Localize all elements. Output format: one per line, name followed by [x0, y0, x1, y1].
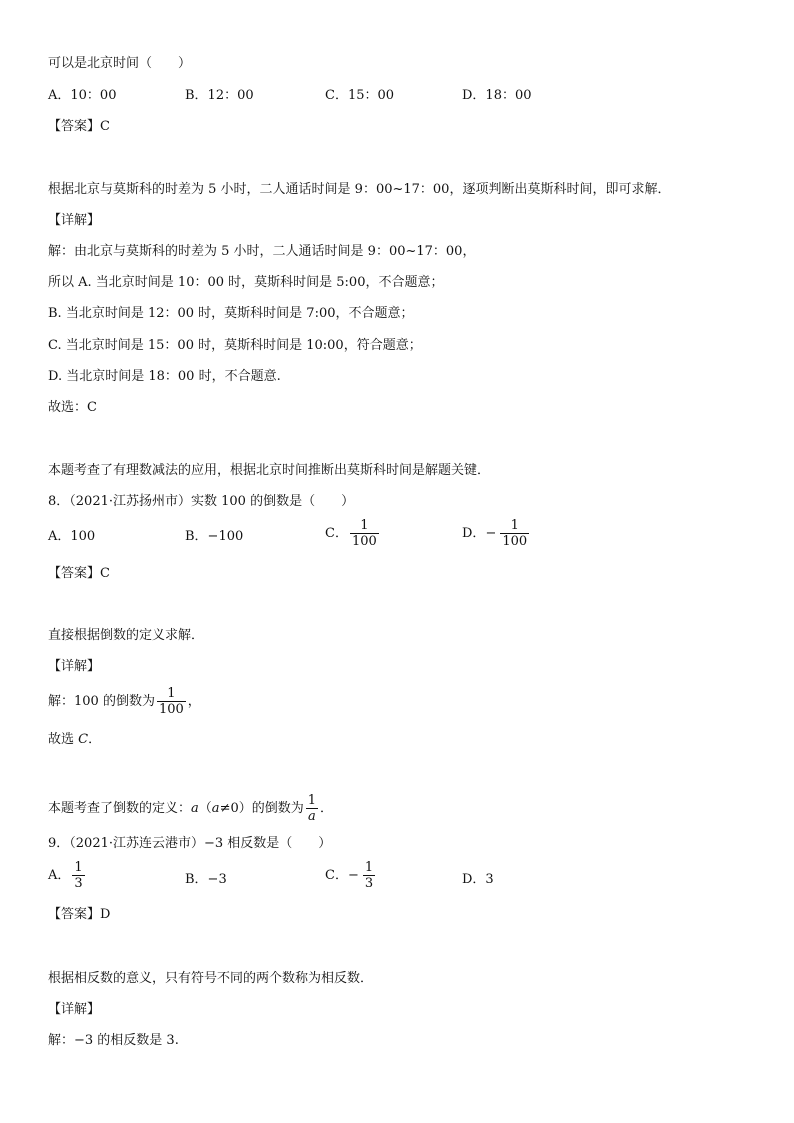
denominator: 100	[502, 534, 528, 549]
detail-line: 所以 A. 当北京时间是 10：00 时，莫斯科时间是 5:00，不合题意；	[48, 275, 444, 290]
numerator: 1	[167, 686, 176, 701]
fraction	[306, 793, 318, 824]
detail-suffix: ，	[187, 694, 201, 709]
fraction	[157, 686, 186, 717]
q8-option-d	[462, 518, 531, 549]
detail-line: B. 当北京时间是 12：00 时，莫斯科时间是 7:00，不合题意；	[48, 306, 414, 321]
q8-option-b: B．−100	[185, 529, 244, 544]
summary-text	[48, 793, 333, 824]
summary-text: 本题考查了有理数减法的应用，根据北京时间推断出莫斯科时间是解题关键．	[48, 463, 491, 478]
analysis-text: 根据北京与莫斯科的时差为 5 小时，二人通话时间是 9：00~17：00，逐项判断出莫斯科时间，即可求解．	[48, 182, 671, 197]
summary-prefix: 本题考查了倒数的定义：	[48, 801, 192, 816]
detail-line: D. 当北京时间是 18：00 时，不合题意.	[48, 369, 281, 384]
q8-option-a: A．100	[48, 529, 96, 544]
minus-sign: −	[485, 526, 497, 541]
option-a: A．10：00	[48, 88, 117, 103]
denominator: 100	[351, 534, 377, 549]
q9-option-d: D．3	[462, 872, 494, 887]
analysis-text: 根据相反数的意义，只有符号不同的两个数称为相反数．	[48, 971, 374, 986]
detail-prefix: 解：100 的倒数为	[48, 694, 155, 709]
option-label: C．	[325, 526, 348, 541]
option-label: D．	[462, 526, 486, 541]
choice-text: 故选：C	[48, 400, 97, 415]
minus-sign: −	[347, 868, 359, 883]
fraction	[363, 860, 375, 891]
choice-suffix: ．	[88, 732, 102, 747]
option-d: D．18：00	[462, 88, 532, 103]
detail-heading: 【详解】	[48, 659, 101, 674]
detail-line: 解：由北京与莫斯科的时差为 5 小时，二人通话时间是 9：00~17：00，	[48, 244, 476, 259]
question-stem-tail: 可以是北京时间（ ）	[48, 56, 192, 71]
denominator: 3	[74, 876, 83, 891]
fraction	[72, 860, 84, 891]
question-9-stem: 9．（2021·江苏连云港市）−3 相反数是（ ）	[48, 836, 332, 851]
detail-heading: 【详解】	[48, 1002, 101, 1017]
option-label: C．	[325, 868, 348, 883]
fraction	[500, 518, 529, 549]
analysis-text: 直接根据倒数的定义求解．	[48, 628, 205, 643]
option-c: C．15：00	[325, 88, 395, 103]
variable: a	[191, 801, 199, 816]
option-b: B．12：00	[185, 88, 254, 103]
denominator: 3	[364, 876, 374, 891]
q9-option-a	[48, 860, 87, 891]
numerator: 1	[360, 518, 369, 533]
numerator: 1	[74, 860, 83, 875]
condition-rest: ≠0）的倒数为	[219, 801, 304, 816]
answer-label: 【答案】D	[48, 907, 111, 922]
numerator: 1	[307, 793, 317, 808]
q8-option-c	[325, 518, 381, 549]
answer-label: 【答案】C	[48, 566, 110, 581]
denominator: 100	[158, 702, 184, 717]
variable: a	[211, 801, 220, 816]
detail-line: 解：−3 的相反数是 3.	[48, 1033, 179, 1048]
q9-option-b: B．−3	[185, 872, 227, 887]
detail-line	[48, 686, 201, 717]
choice-prefix: 故选	[48, 732, 79, 747]
condition-open: （	[198, 801, 212, 816]
detail-heading: 【详解】	[48, 213, 101, 228]
fraction	[350, 518, 379, 549]
option-label: A．	[48, 868, 71, 883]
summary-end: ．	[320, 801, 334, 816]
choice-text	[48, 731, 101, 749]
numerator: 1	[510, 518, 519, 533]
choice-letter: C	[78, 732, 89, 747]
detail-line: C. 当北京时间是 15：00 时，莫斯科时间是 10:00，符合题意；	[48, 338, 422, 353]
q9-option-c	[325, 860, 377, 891]
numerator: 1	[364, 860, 374, 875]
denominator: a	[307, 809, 316, 824]
answer-label: 【答案】C	[48, 119, 110, 134]
question-8-stem: 8．（2021·江苏扬州市）实数 100 的倒数是（ ）	[48, 494, 355, 509]
